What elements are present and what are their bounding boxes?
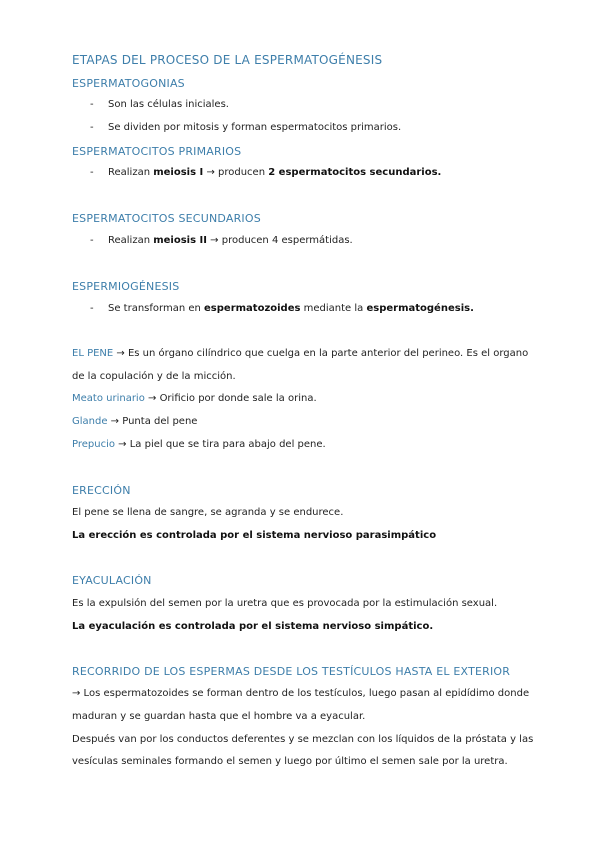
prepucio-line [72, 439, 326, 450]
bullet-item [90, 122, 401, 133]
definition-text: → Orificio por donde sale la orina. [144, 393, 317, 404]
heading-espermiogenesis: ESPERMIOGÉNESIS [72, 280, 180, 293]
term-label: Glande [72, 416, 108, 427]
paragraph-line: maduran y se guardan hasta que el hombre va a eyacular. [72, 711, 366, 722]
dash-marker: - [90, 303, 94, 314]
bullet-text: → producen [203, 167, 269, 178]
bullet-item [90, 303, 474, 314]
bullet-text: Se dividen por mitosis y forman espermatocitos primarios. [108, 122, 402, 133]
pene-definition-line [72, 348, 528, 359]
heading-ereccion: ERECCIÓN [72, 484, 131, 497]
meato-line [72, 393, 317, 404]
dash-marker: - [90, 235, 94, 246]
dash-marker: - [90, 99, 94, 110]
term-label: EL PENE [72, 348, 114, 359]
bullet-text: Realizan [108, 235, 154, 246]
heading-espermatocitos-primarios: ESPERMATOCITOS PRIMARIOS [72, 145, 242, 158]
bullet-text: Son las células iniciales. [108, 99, 229, 110]
heading-espermatocitos-secundarios: ESPERMATOCITOS SECUNDARIOS [72, 212, 261, 225]
paragraph: Es la expulsión del semen por la uretra que es provocada por la estimulación sexual. [72, 598, 498, 609]
heading-eyaculacion: EYACULACIÓN [72, 574, 152, 587]
bullet-text: Se transforman en [108, 303, 205, 314]
bullet-item [90, 167, 441, 178]
term-label: Meato urinario [72, 393, 145, 404]
page-title: ETAPAS DEL PROCESO DE LA ESPERMATOGÉNESIS [72, 53, 383, 67]
paragraph: El pene se llena de sangre, se agranda y se endurece. [72, 507, 344, 518]
bullet-item [90, 99, 229, 110]
heading-espermatogonias: ESPERMATOGONIAS [72, 77, 185, 90]
dash-marker: - [90, 122, 94, 133]
definition-text: → La piel que se tira para abajo del pene. [114, 439, 326, 450]
paragraph-bold: La erección es controlada por el sistema nervioso parasimpático [72, 530, 437, 541]
bullet-text: Realizan [108, 167, 154, 178]
heading-recorrido: RECORRIDO DE LOS ESPERMAS DESDE LOS TESTÍCULOS HASTA EL EXTERIOR [72, 665, 511, 678]
bold-term: 2 espermatocitos secundarios. [268, 167, 442, 178]
definition-text: → Es un órgano cilíndrico que cuelga en la parte anterior del perineo. Es el organo [113, 348, 529, 359]
definition-text: → Punta del pene [107, 416, 198, 427]
paragraph-line: vesículas seminales formando el semen y luego por último el semen sale por la uretra. [72, 756, 508, 767]
bullet-item [90, 235, 353, 246]
glande-line [72, 416, 197, 427]
dash-marker: - [90, 167, 94, 178]
paragraph-line: → Los espermatozoides se forman dentro de los testículos, luego pasan al epidídimo donde [72, 688, 530, 699]
bullet-text: mediante la [300, 303, 367, 314]
term-label: Prepucio [72, 439, 115, 450]
paragraph-bold: La eyaculación es controlada por el sistema nervioso simpático. [72, 621, 434, 632]
bold-term: espermatogénesis. [366, 303, 474, 314]
paragraph-line: Después van por los conductos deferentes y se mezclan con los líquidos de la próstata y las [72, 734, 534, 745]
bold-term: meiosis I [153, 167, 204, 178]
bullet-text: → producen 4 espermátidas. [207, 235, 353, 246]
pene-definition-line-2: de la copulación y de la micción. [72, 371, 236, 382]
bold-term: meiosis II [153, 235, 207, 246]
bold-term: espermatozoides [204, 303, 301, 314]
